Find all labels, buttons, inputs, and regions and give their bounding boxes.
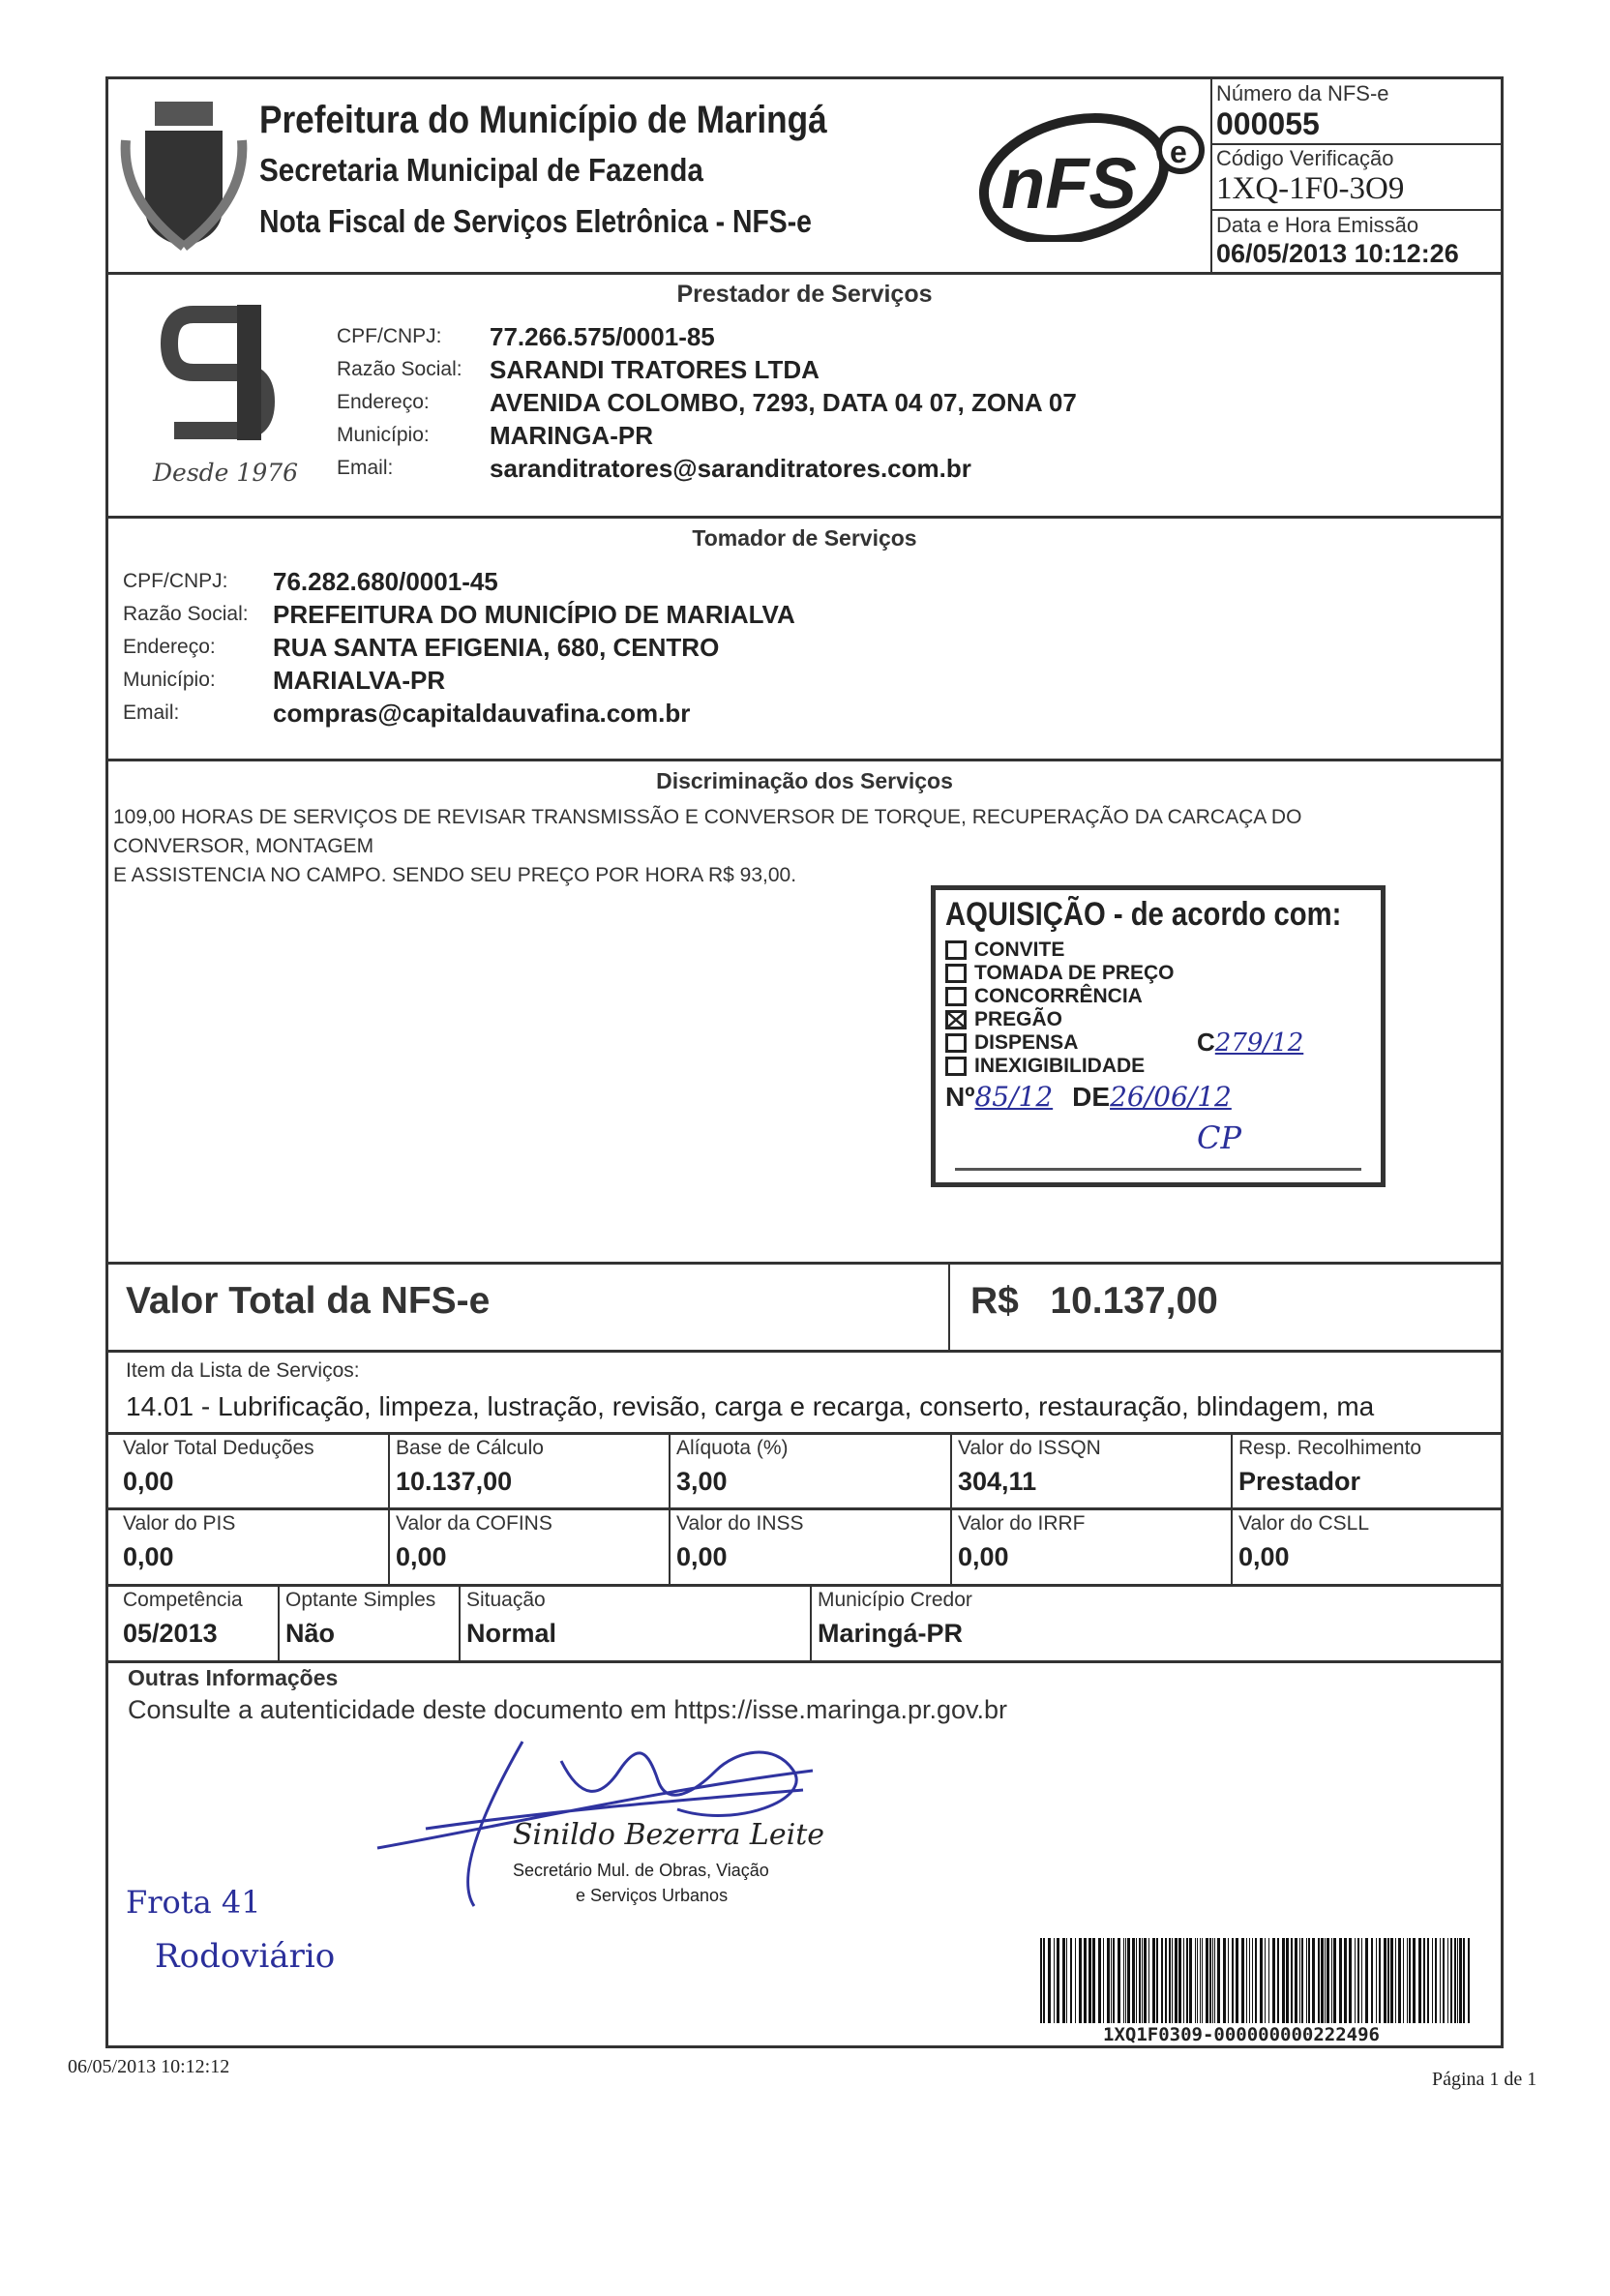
- barcode-bar: [1457, 1938, 1458, 2023]
- barcode-bar: [1228, 1938, 1229, 2023]
- barcode-bar: [1427, 1938, 1429, 2023]
- stamp-option: [945, 962, 1175, 985]
- currency: R$: [970, 1280, 1019, 1322]
- barcode-bar: [1365, 1938, 1368, 2023]
- barcode-bar: [1407, 1938, 1408, 2023]
- barcode-bar: [1172, 1938, 1173, 2023]
- stamp-initials: CP: [1197, 1119, 1242, 1156]
- field-value: 3,00: [676, 1467, 728, 1496]
- prestador-email-label: Email:: [337, 457, 394, 479]
- barcode-bar: [1255, 1938, 1257, 2023]
- field-value: 0,00: [676, 1542, 728, 1571]
- barcode-bar: [1318, 1938, 1320, 2023]
- barcode-bar: [1423, 1938, 1425, 2023]
- total-value: [970, 1280, 1218, 1323]
- field-value: Prestador: [1238, 1467, 1361, 1496]
- stamp-de-value: 26/06/12: [1110, 1081, 1232, 1113]
- barcode-bar: [1195, 1938, 1196, 2023]
- barcode-bar: [1468, 1938, 1470, 2023]
- item-lista-value: 14.01 - Lubrificação, limpeza, lustração, revisão, carga e recarga, conserto, restauração, blindagem, ma: [126, 1391, 1375, 1421]
- barcode-bar: [1098, 1938, 1101, 2023]
- barcode-bar: [1384, 1938, 1386, 2023]
- barcode-bar: [1132, 1938, 1135, 2023]
- barcode-bar: [1301, 1938, 1303, 2023]
- nfse-logo: [972, 106, 1209, 242]
- tomador-email-label: Email:: [123, 701, 180, 724]
- barcode-bar: [1079, 1938, 1082, 2023]
- header-doc-title: Nota Fiscal de Serviços Eletrônica - NFS-e: [259, 203, 812, 239]
- prestador-cnpj-label: CPF/CNPJ:: [337, 325, 442, 347]
- barcode-bar: [1327, 1938, 1329, 2023]
- barcode-bar: [1440, 1938, 1441, 2023]
- barcode-bar: [1325, 1938, 1326, 2023]
- signature-role-1: Secretário Mul. de Obras, Viação: [513, 1861, 769, 1880]
- barcode-bar: [1265, 1938, 1266, 2023]
- prestador-razao: SARANDI TRATORES LTDA: [490, 355, 820, 384]
- handwritten-note-2: Rodoviário: [155, 1937, 336, 1976]
- stamp-option: [945, 1055, 1145, 1078]
- barcode-bar: [1212, 1938, 1213, 2023]
- barcode-bar: [1339, 1938, 1342, 2023]
- barcode-bar: [1189, 1938, 1192, 2023]
- field-label: Alíquota (%): [676, 1437, 789, 1459]
- barcode-bar: [1169, 1938, 1171, 2023]
- discriminacao-line: CONVERSOR, MONTAGEM: [113, 835, 374, 857]
- barcode-bar: [1206, 1938, 1208, 2023]
- barcode-bar: [1395, 1938, 1396, 2023]
- barcode-bar: [1066, 1938, 1067, 2023]
- prestador-title: Prestador de Serviços: [676, 281, 933, 308]
- barcode-bar: [1156, 1938, 1158, 2023]
- barcode-bar: [1361, 1938, 1362, 2023]
- barcode-bar: [1040, 1938, 1042, 2023]
- barcode-text: 1XQ1F0309-000000000222496: [1103, 2024, 1380, 2045]
- barcode-bar: [1371, 1938, 1373, 2023]
- stamp-option: [945, 985, 1143, 1008]
- barcode-bar: [1260, 1938, 1263, 2023]
- barcode-bar: [1387, 1938, 1389, 2023]
- codigo-label: Código Verificação: [1216, 146, 1394, 170]
- field-label: Valor do ISSQN: [958, 1437, 1101, 1459]
- barcode-bar: [1299, 1938, 1300, 2023]
- barcode-bar: [1435, 1938, 1437, 2023]
- stamp-option-label: TOMADA DE PREÇO: [974, 962, 1175, 984]
- barcode-bar: [1249, 1938, 1250, 2023]
- barcode-bar: [1349, 1938, 1352, 2023]
- codigo-value: 1XQ-1F0-3O9: [1216, 171, 1405, 206]
- field-value: 0,00: [123, 1542, 174, 1571]
- numero-label: Número da NFS-e: [1216, 81, 1389, 105]
- discriminacao-title: Discriminação dos Serviços: [656, 768, 953, 793]
- checkbox-icon: [945, 1057, 967, 1076]
- stamp-option: [945, 939, 1064, 962]
- barcode-bar: [1272, 1938, 1275, 2023]
- field-value: 0,00: [396, 1542, 447, 1571]
- field-value: 10.137,00: [396, 1467, 513, 1496]
- stamp-de-label: DE: [1072, 1082, 1111, 1112]
- prestador-razao-label: Razão Social:: [337, 358, 462, 380]
- barcode-bar: [1268, 1938, 1269, 2023]
- svg-text:nFS: nFS: [1001, 143, 1137, 224]
- tomador-cnpj-label: CPF/CNPJ:: [123, 570, 228, 592]
- barcode-bar: [1241, 1938, 1244, 2023]
- field-value: 0,00: [123, 1467, 174, 1496]
- barcode-bar: [1139, 1938, 1141, 2023]
- barcode-bar: [1454, 1938, 1456, 2023]
- handwritten-note-1: Frota 41: [126, 1884, 261, 1921]
- prestador-logo-caption: Desde 1976: [153, 459, 299, 487]
- field-label: Optante Simples: [285, 1589, 436, 1611]
- tomador-email: compras@capitaldauvafina.com.br: [273, 699, 691, 728]
- checkbox-icon: [945, 987, 967, 1006]
- barcode-bar: [1398, 1938, 1401, 2023]
- discriminacao-line: E ASSISTENCIA NO CAMPO. SENDO SEU PREÇO POR HORA R$ 93,00.: [113, 864, 797, 886]
- barcode-bar: [1312, 1938, 1315, 2023]
- data-label: Data e Hora Emissão: [1216, 213, 1419, 237]
- stamp-option: [945, 1031, 1078, 1055]
- prestador-municipio: MARINGA-PR: [490, 421, 653, 450]
- coat-of-arms-logo: [116, 92, 252, 256]
- barcode-bar: [1043, 1938, 1045, 2023]
- field-label: Resp. Recolhimento: [1238, 1437, 1422, 1459]
- barcode-bar: [1161, 1938, 1163, 2023]
- barcode-bar: [1178, 1938, 1181, 2023]
- stamp-number-line: [945, 1081, 1232, 1113]
- discriminacao-line: 109,00 HORAS DE SERVIÇOS DE REVISAR TRANSMISSÃO E CONVERSOR DE TORQUE, RECUPERAÇÃO DA CARCAÇA DO: [113, 806, 1302, 828]
- barcode-bar: [1286, 1938, 1289, 2023]
- stamp-option-label: INEXIGIBILIDADE: [974, 1055, 1146, 1077]
- field-label: Valor da COFINS: [396, 1512, 552, 1535]
- barcode-bar: [1209, 1938, 1211, 2023]
- prestador-endereco-label: Endereço:: [337, 391, 430, 413]
- barcode-bar: [1057, 1938, 1059, 2023]
- barcode-bar: [1217, 1938, 1220, 2023]
- barcode-bar: [1344, 1938, 1347, 2023]
- barcode-bar: [1165, 1938, 1167, 2023]
- barcode-bar: [1333, 1938, 1336, 2023]
- checkbox-icon: [945, 940, 967, 960]
- barcode-bar: [1277, 1938, 1279, 2023]
- field-label: Valor do PIS: [123, 1512, 236, 1535]
- barcode-bar: [1092, 1938, 1095, 2023]
- field-label: Valor Total Deduções: [123, 1437, 314, 1459]
- tomador-municipio: MARIALVA-PR: [273, 666, 446, 695]
- field-value: 304,11: [958, 1467, 1037, 1496]
- stamp-option-label: CONVITE: [974, 939, 1065, 961]
- barcode-bar: [1127, 1938, 1130, 2023]
- checkbox-icon: [945, 964, 967, 983]
- barcode-bar: [1306, 1938, 1307, 2023]
- barcode-bar: [1202, 1938, 1203, 2023]
- barcode-bar: [1175, 1938, 1178, 2023]
- barcode-bar: [1075, 1938, 1076, 2023]
- barcode-bar: [1232, 1938, 1234, 2023]
- barcode-bar: [1107, 1938, 1110, 2023]
- barcode-bar: [1331, 1938, 1332, 2023]
- barcode-bar: [1070, 1938, 1072, 2023]
- prestador-email: saranditratores@saranditratores.com.br: [490, 454, 971, 483]
- field-value: 0,00: [958, 1542, 1009, 1571]
- barcode-bar: [1413, 1938, 1416, 2023]
- barcode-bar: [1236, 1938, 1238, 2023]
- barcode-bar: [1295, 1938, 1297, 2023]
- barcode-bar: [1152, 1938, 1155, 2023]
- barcode-bar: [1357, 1938, 1359, 2023]
- barcode-bar: [1214, 1938, 1215, 2023]
- field-label: Valor do IRRF: [958, 1512, 1086, 1535]
- barcode-bar: [1379, 1938, 1381, 2023]
- signature-role-2: e Serviços Urbanos: [576, 1886, 729, 1905]
- item-lista-label: Item da Lista de Serviços:: [126, 1359, 360, 1382]
- stamp-c-number: [1197, 1029, 1303, 1056]
- page-number: Página 1 de 1: [1432, 2069, 1537, 2090]
- field-value: Não: [285, 1619, 336, 1648]
- prestador-logo: [155, 300, 290, 445]
- barcode-bar: [1282, 1938, 1285, 2023]
- stamp-no-value: 85/12: [974, 1081, 1054, 1113]
- barcode-bar: [1084, 1938, 1087, 2023]
- data-value: 06/05/2013 10:12:26: [1216, 239, 1459, 268]
- barcode-bar: [1463, 1938, 1465, 2023]
- signature-name: Sinildo Bezerra Leite: [513, 1818, 825, 1852]
- tomador-title: Tomador de Serviços: [692, 525, 917, 551]
- stamp-c-value: 279/12: [1214, 1029, 1304, 1058]
- field-label: Base de Cálculo: [396, 1437, 544, 1459]
- barcode-bar: [1409, 1938, 1411, 2023]
- stamp-no-label: Nº: [945, 1082, 975, 1112]
- field-value: 0,00: [1238, 1542, 1290, 1571]
- barcode-bar: [1148, 1938, 1149, 2023]
- print-timestamp: 06/05/2013 10:12:12: [68, 2056, 230, 2077]
- signature: [368, 1732, 851, 1925]
- barcode-bar: [1450, 1938, 1452, 2023]
- barcode-bar: [1432, 1938, 1433, 2023]
- barcode-bar: [1111, 1938, 1112, 2023]
- barcode-bar: [1062, 1938, 1065, 2023]
- total-label: Valor Total da NFS-e: [126, 1280, 491, 1322]
- stamp-option-label: PREGÃO: [974, 1008, 1063, 1030]
- svg-text:e: e: [1170, 134, 1187, 169]
- tomador-endereco-label: Endereço:: [123, 636, 216, 658]
- barcode-bar: [1223, 1938, 1226, 2023]
- tomador-municipio-label: Município:: [123, 669, 216, 691]
- outras-text: Consulte a autenticidade deste documento em https://isse.maringa.pr.gov.br: [128, 1695, 1008, 1724]
- barcode-bar: [1186, 1938, 1188, 2023]
- barcode-bar: [1447, 1938, 1448, 2023]
- barcode-bar: [1125, 1938, 1126, 2023]
- tomador-razao: PREFEITURA DO MUNICÍPIO DE MARIALVA: [273, 600, 795, 629]
- barcode-bar: [1183, 1938, 1184, 2023]
- stamp-c-label: C: [1197, 1028, 1215, 1057]
- tomador-endereco: RUA SANTA EFIGENIA, 680, CENTRO: [273, 633, 720, 662]
- barcode-bar: [1123, 1938, 1124, 2023]
- stamp-option: [945, 1008, 1062, 1031]
- barcode-bar: [1321, 1938, 1324, 2023]
- prestador-municipio-label: Município:: [337, 424, 430, 446]
- barcode-bar: [1048, 1938, 1051, 2023]
- barcode-bar: [1054, 1938, 1055, 2023]
- field-label: Município Credor: [818, 1589, 972, 1611]
- header-title: Prefeitura do Município de Maringá: [259, 99, 827, 141]
- barcode-bar: [1418, 1938, 1421, 2023]
- barcode-bar: [1113, 1938, 1115, 2023]
- barcode-bar: [1308, 1938, 1310, 2023]
- barcode-bar: [1355, 1938, 1356, 2023]
- barcode-bar: [1118, 1938, 1120, 2023]
- numero-value: 000055: [1216, 106, 1320, 141]
- prestador-cnpj: 77.266.575/0001-85: [490, 322, 715, 351]
- field-label: Valor do INSS: [676, 1512, 804, 1535]
- barcode-bar: [1142, 1938, 1143, 2023]
- stamp-option-label: DISPENSA: [974, 1031, 1079, 1054]
- barcode-bar: [1376, 1938, 1377, 2023]
- barcode-bar: [1246, 1938, 1247, 2023]
- prestador-endereco: AVENIDA COLOMBO, 7293, DATA 04 07, ZONA 07: [490, 388, 1077, 417]
- field-label: Valor do CSLL: [1238, 1512, 1370, 1535]
- outras-title: Outras Informações: [128, 1665, 339, 1690]
- barcode-bar: [1197, 1938, 1198, 2023]
- field-label: Situação: [466, 1589, 546, 1611]
- field-label: Competência: [123, 1589, 243, 1611]
- barcode-bar: [1403, 1938, 1404, 2023]
- barcode-bar: [1252, 1938, 1253, 2023]
- barcode-bar: [1390, 1938, 1393, 2023]
- field-value: Normal: [466, 1619, 557, 1648]
- total-amount: 10.137,00: [1050, 1280, 1218, 1322]
- barcode-bar: [1200, 1938, 1201, 2023]
- header-subtitle: Secretaria Municipal de Fazenda: [259, 152, 703, 188]
- field-value: 05/2013: [123, 1619, 218, 1648]
- barcode-bar: [1291, 1938, 1293, 2023]
- discriminacao-text: [113, 803, 1301, 890]
- acquisition-stamp: [931, 885, 1386, 1187]
- checkbox-icon: [945, 1033, 967, 1053]
- barcode-bar: [1443, 1938, 1445, 2023]
- barcode-bar: [1088, 1938, 1091, 2023]
- tomador-razao-label: Razão Social:: [123, 603, 249, 625]
- stamp-title: AQUISIÇÃO - de acordo com:: [945, 896, 1342, 933]
- stamp-option-label: CONCORRÊNCIA: [974, 985, 1143, 1007]
- checked-box-icon: [945, 1010, 967, 1029]
- barcode-bar: [1136, 1938, 1137, 2023]
- field-value: Maringá-PR: [818, 1619, 964, 1648]
- barcode-bar: [1459, 1938, 1462, 2023]
- barcode: [1040, 1938, 1480, 2023]
- tomador-cnpj: 76.282.680/0001-45: [273, 567, 498, 596]
- barcode-bar: [1144, 1938, 1147, 2023]
- barcode-bar: [1103, 1938, 1104, 2023]
